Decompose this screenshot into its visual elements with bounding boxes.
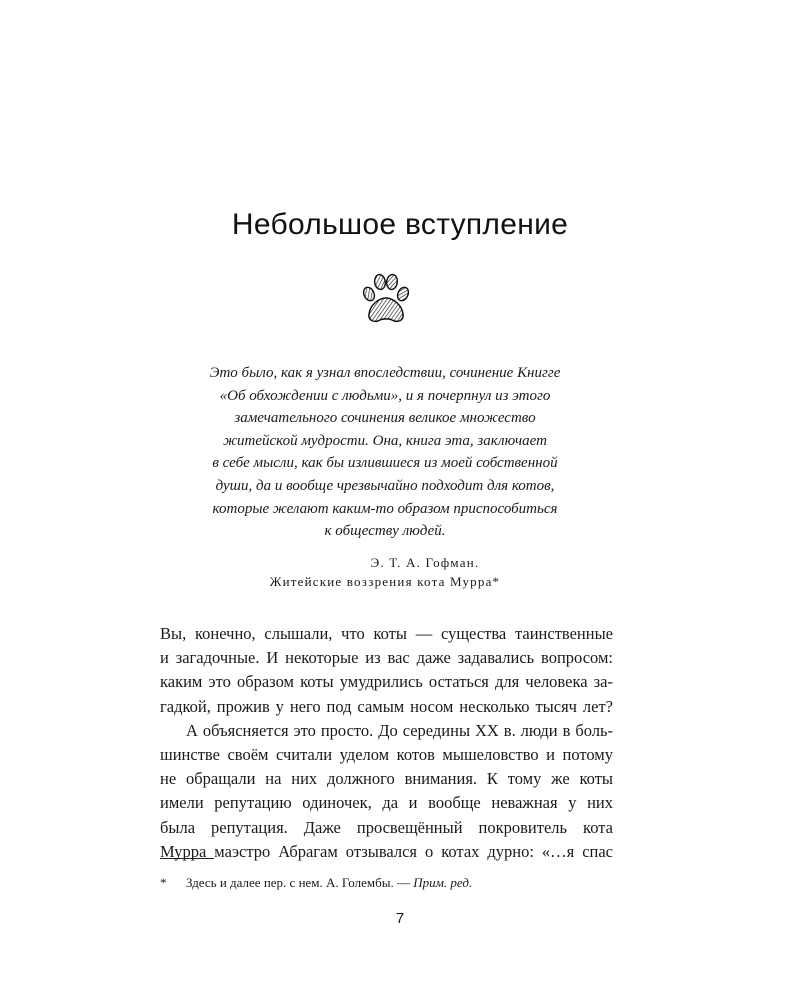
body-line: была репутация. Даже просвещённый покровитель кота bbox=[160, 817, 613, 837]
epigraph-line: замечательного сочинения великое множество bbox=[234, 410, 536, 427]
chapter-title: Небольшое вступление bbox=[231, 208, 569, 241]
footnote-text: Здесь и далее пер. с нем. А. Голембы. — bbox=[186, 875, 414, 890]
epigraph-attribution bbox=[195, 553, 575, 591]
footnote-divider bbox=[160, 858, 214, 859]
epigraph bbox=[195, 362, 575, 591]
body-line: Вы, конечно, слышали, что коты — существа таинственные bbox=[160, 624, 613, 643]
body-line: не обращали на них должного внимания. К тому же коты bbox=[160, 769, 613, 789]
epigraph-line: в себе мысли, как бы излившиеся из моей собственной bbox=[212, 455, 558, 472]
footnote-note: Прим. ред. bbox=[413, 875, 473, 890]
epigraph-quote bbox=[195, 362, 575, 543]
page-number: 7 bbox=[395, 910, 405, 927]
body-line: и загадочные. И некоторые из вас даже задавались вопросом: bbox=[160, 648, 613, 668]
epigraph-line: которые желают каким-то образом приспособиться bbox=[212, 500, 558, 517]
epigraph-line: «Об обхождении с людьми», и я почерпнул из этого bbox=[219, 387, 551, 404]
epigraph-line: житейской мудрости. Она, книга эта, заключает bbox=[223, 432, 547, 449]
footnote bbox=[160, 874, 472, 892]
body-line: имели репутацию одиночек, да и вообще неважная у них bbox=[160, 793, 613, 813]
paw-print-icon bbox=[361, 273, 411, 325]
body-line: шинстве своём считали уделом котов мышеловство и потому bbox=[160, 744, 613, 764]
body-line: гадкой, прожив у него под самым носом несколько тысяч лет? bbox=[160, 696, 613, 716]
epigraph-line: Это было, как я узнал впоследствии, сочинение Книгге bbox=[209, 365, 561, 381]
epigraph-source: Житейские воззрения кота Мурра* bbox=[269, 573, 501, 589]
body-line: Мурра маэстро Абрагам отзывался о котах дурно: «…я спас bbox=[160, 841, 613, 861]
epigraph-line: к обществу людей. bbox=[324, 523, 446, 540]
footnote-mark: * bbox=[160, 875, 167, 890]
epigraph-author: Э. Т. А. Гофман. bbox=[370, 554, 480, 570]
epigraph-line: души, да и вообще чрезвычайно подходит для котов, bbox=[215, 477, 555, 494]
body-line: каким это образом коты умудрились остаться для человека за- bbox=[160, 672, 613, 692]
body-text bbox=[160, 622, 613, 864]
body-line: А объясняется это просто. До середины XX в. люди в боль- bbox=[186, 720, 613, 740]
